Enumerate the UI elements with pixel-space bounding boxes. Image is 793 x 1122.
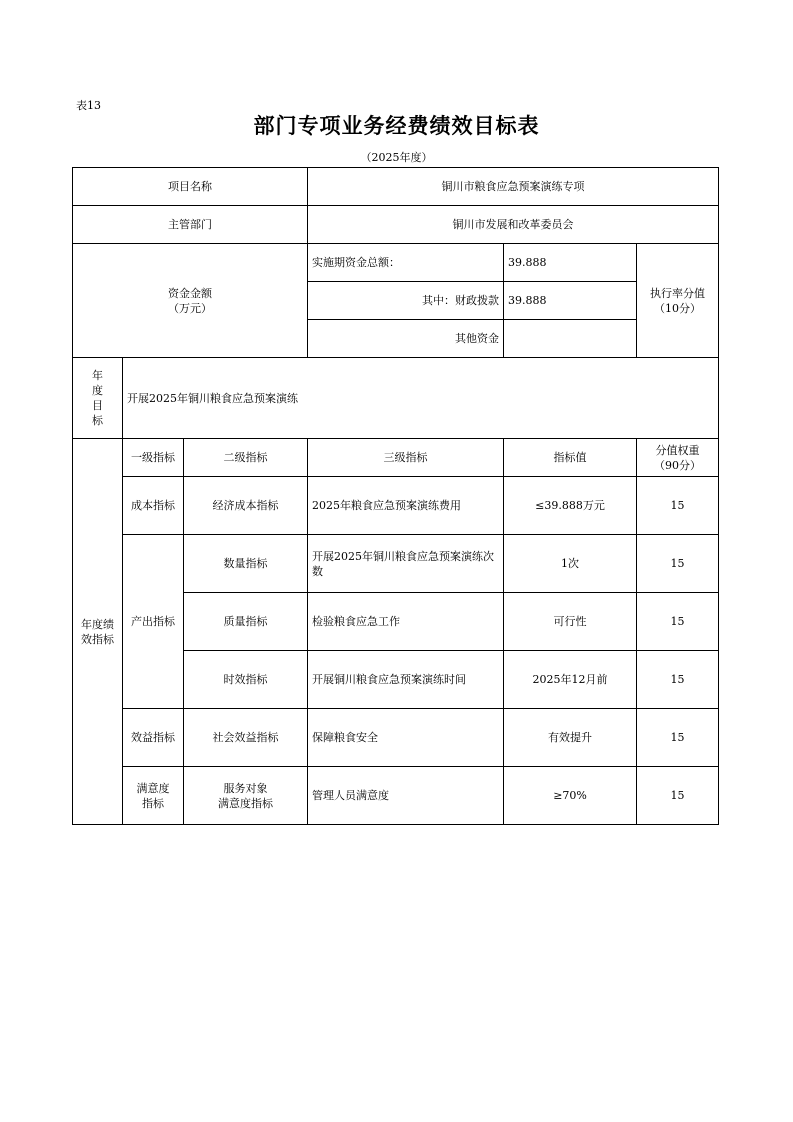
header-level1: 一级指标	[123, 439, 184, 477]
header-weight-line2: （90分）	[654, 458, 702, 472]
level2-cell: 数量指标	[184, 535, 308, 593]
weight-cell: 15	[637, 593, 719, 651]
weight-cell: 15	[637, 709, 719, 767]
execution-rate-line1: 执行率分值	[650, 286, 706, 300]
goal-label-char: 目	[92, 399, 103, 412]
level2-cell: 质量指标	[184, 593, 308, 651]
annual-goal-label	[73, 358, 123, 439]
performance-table	[72, 167, 719, 825]
value-cell: 1次	[504, 535, 637, 593]
value-cell: 有效提升	[504, 709, 637, 767]
department-value: 铜川市发展和改革委员会	[308, 206, 719, 244]
level3-cell: 管理人员满意度	[308, 767, 504, 825]
level3-cell: 2025年粮食应急预案演练费用	[308, 477, 504, 535]
header-weight-line1: 分值权重	[655, 443, 700, 457]
fiscal-funds-value: 39.888	[504, 282, 637, 320]
fiscal-year: （2025年度）	[360, 151, 433, 164]
page-title: 部门专项业务经费绩效目标表	[253, 114, 540, 138]
weight-cell: 15	[637, 767, 719, 825]
execution-rate-label	[637, 244, 719, 358]
weight-cell: 15	[637, 651, 719, 709]
level1-line2: 指标	[142, 796, 164, 810]
level2-line2: 满意度指标	[218, 796, 274, 810]
level3-cell: 保障粮食安全	[308, 709, 504, 767]
goal-label-char: 标	[92, 414, 103, 427]
indicators-label-line2: 效指标	[81, 632, 114, 646]
table-number: 表13	[76, 99, 101, 112]
annual-goal-text: 开展2025年铜川粮食应急预案演练	[123, 358, 719, 439]
indicators-section-label	[73, 439, 123, 825]
value-cell: ≥70%	[504, 767, 637, 825]
value-cell: ≤39.888万元	[504, 477, 637, 535]
goal-label-char: 度	[92, 384, 103, 397]
value-cell: 2025年12月前	[504, 651, 637, 709]
funds-label	[73, 244, 308, 358]
execution-rate-line2: （10分）	[654, 301, 702, 315]
level2-cell	[184, 767, 308, 825]
project-name-value: 铜川市粮食应急预案演练专项	[308, 168, 719, 206]
level3-cell: 开展铜川粮食应急预案演练时间	[308, 651, 504, 709]
other-funds-value	[504, 320, 637, 358]
value-cell: 可行性	[504, 593, 637, 651]
table-row	[73, 535, 719, 593]
table-row	[73, 709, 719, 767]
header-level3: 三级指标	[308, 439, 504, 477]
level2-cell: 经济成本指标	[184, 477, 308, 535]
project-name-label: 项目名称	[73, 168, 308, 206]
level2-cell: 时效指标	[184, 651, 308, 709]
level1-cell	[123, 767, 184, 825]
level2-cell: 社会效益指标	[184, 709, 308, 767]
total-funds-label: 实施期资金总额：	[308, 244, 504, 282]
level3-cell: 开展2025年铜川粮食应急预案演练次数	[308, 535, 504, 593]
funds-label-line2: （万元）	[168, 301, 213, 315]
weight-cell: 15	[637, 535, 719, 593]
level1-cell: 产出指标	[123, 535, 184, 709]
header-weight	[637, 439, 719, 477]
total-funds-value: 39.888	[504, 244, 637, 282]
department-label: 主管部门	[73, 206, 308, 244]
header-value: 指标值	[504, 439, 637, 477]
level1-cell: 成本指标	[123, 477, 184, 535]
level1-cell: 效益指标	[123, 709, 184, 767]
table-row	[73, 477, 719, 535]
fiscal-funds-label: 其中：财政拨款	[308, 282, 504, 320]
funds-label-line1: 资金金额	[168, 286, 213, 300]
level3-cell: 检验粮食应急工作	[308, 593, 504, 651]
table-row	[73, 767, 719, 825]
header-level2: 二级指标	[184, 439, 308, 477]
level2-line1: 服务对象	[223, 781, 268, 795]
weight-cell: 15	[637, 477, 719, 535]
level1-line1: 满意度	[136, 781, 170, 795]
indicators-label-line1: 年度绩	[81, 617, 114, 631]
goal-label-char: 年	[92, 369, 103, 382]
other-funds-label: 其他资金	[308, 320, 504, 358]
